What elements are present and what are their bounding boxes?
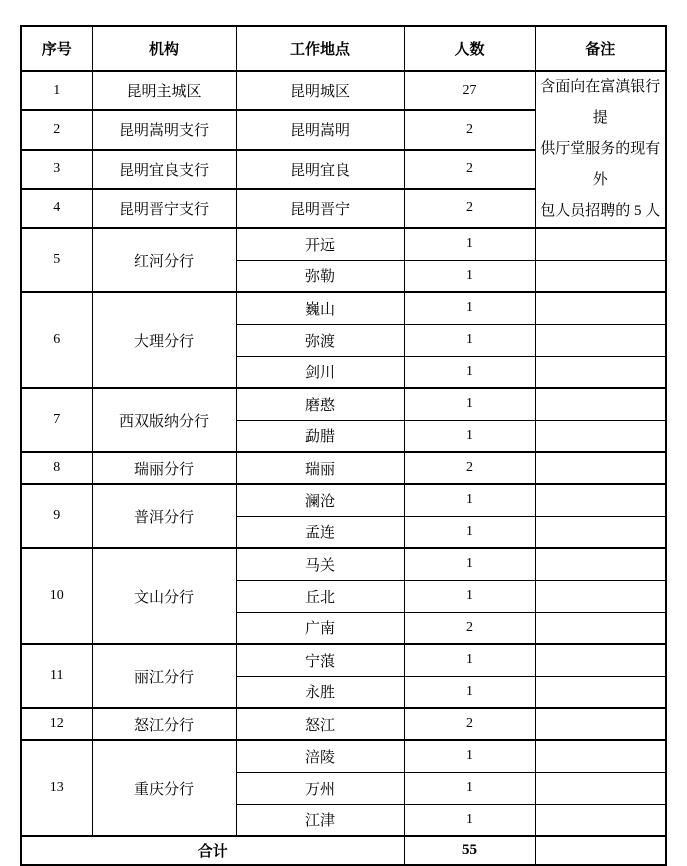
table-row (21, 548, 666, 580)
remark-line: 包人员招聘的 5 人 (540, 203, 661, 219)
row-number-cell: 3 (21, 150, 92, 189)
column-header-4: 备注 (535, 26, 666, 71)
total-row (21, 836, 666, 865)
row-number-cell: 6 (21, 292, 92, 388)
count-cell: 1 (404, 644, 535, 676)
row-number-cell: 8 (21, 452, 92, 484)
location-cell: 马关 (236, 548, 404, 580)
row-number-cell: 13 (21, 740, 92, 836)
table-body (21, 71, 666, 836)
count-cell: 2 (404, 110, 535, 149)
count-cell: 1 (404, 548, 535, 580)
location-cell: 瑞丽 (236, 452, 404, 484)
recruitment-table (20, 25, 667, 866)
location-cell: 昆明嵩明 (236, 110, 404, 149)
count-cell: 1 (404, 772, 535, 804)
total-remark-cell (535, 836, 666, 865)
count-cell: 1 (404, 676, 535, 708)
row-number-cell: 1 (21, 71, 92, 110)
remark-empty-cell (535, 356, 666, 388)
count-cell: 1 (404, 260, 535, 292)
table-row (21, 452, 666, 484)
location-cell: 昆明宜良 (236, 150, 404, 189)
remark-empty-cell (535, 740, 666, 772)
remark-empty-cell (535, 516, 666, 548)
count-cell: 1 (404, 356, 535, 388)
count-cell: 2 (404, 708, 535, 740)
table-row (21, 71, 666, 110)
row-number-cell: 5 (21, 228, 92, 292)
row-number-cell: 11 (21, 644, 92, 708)
location-cell: 万州 (236, 772, 404, 804)
column-header-3: 人数 (404, 26, 535, 71)
org-cell: 怒江分行 (92, 708, 236, 740)
remark-empty-cell (535, 324, 666, 356)
location-cell: 弥渡 (236, 324, 404, 356)
org-cell: 昆明嵩明支行 (92, 110, 236, 149)
column-header-1: 机构 (92, 26, 236, 71)
org-cell: 重庆分行 (92, 740, 236, 836)
location-cell: 涪陵 (236, 740, 404, 772)
org-cell: 红河分行 (92, 228, 236, 292)
row-number-cell: 7 (21, 388, 92, 452)
count-cell: 2 (404, 150, 535, 189)
count-cell: 1 (404, 324, 535, 356)
total-count-cell: 55 (404, 836, 535, 865)
remark-empty-cell (535, 420, 666, 452)
location-cell: 磨憨 (236, 388, 404, 420)
location-cell: 永胜 (236, 676, 404, 708)
org-cell: 昆明主城区 (92, 71, 236, 110)
remark-line: 供厅堂服务的现有外 (540, 141, 661, 188)
count-cell: 1 (404, 740, 535, 772)
row-number-cell: 9 (21, 484, 92, 548)
row-number-cell: 12 (21, 708, 92, 740)
location-cell: 丘北 (236, 580, 404, 612)
remark-empty-cell (535, 388, 666, 420)
count-cell: 2 (404, 189, 535, 228)
location-cell: 广南 (236, 612, 404, 644)
location-cell: 勐腊 (236, 420, 404, 452)
count-cell: 1 (404, 228, 535, 260)
remark-empty-cell (535, 708, 666, 740)
remark-empty-cell (535, 580, 666, 612)
location-cell: 孟连 (236, 516, 404, 548)
location-cell: 昆明城区 (236, 71, 404, 110)
remark-empty-cell (535, 452, 666, 484)
location-cell: 剑川 (236, 356, 404, 388)
org-cell: 大理分行 (92, 292, 236, 388)
count-cell: 1 (404, 516, 535, 548)
remark-empty-cell (535, 644, 666, 676)
org-cell: 丽江分行 (92, 644, 236, 708)
remark-empty-cell (535, 292, 666, 324)
location-cell: 弥勒 (236, 260, 404, 292)
count-cell: 1 (404, 292, 535, 324)
remark-empty-cell (535, 612, 666, 644)
row-number-cell: 2 (21, 110, 92, 149)
table-row (21, 708, 666, 740)
location-cell: 澜沧 (236, 484, 404, 516)
remark-empty-cell (535, 676, 666, 708)
remark-line: 含面向在富滇银行提 (540, 79, 661, 126)
row-number-cell: 10 (21, 548, 92, 644)
count-cell: 1 (404, 580, 535, 612)
remark-empty-cell (535, 548, 666, 580)
remark-empty-cell (535, 228, 666, 260)
org-cell: 昆明宜良支行 (92, 150, 236, 189)
location-cell: 怒江 (236, 708, 404, 740)
total-label: 合计 (21, 836, 404, 865)
remark-empty-cell (535, 260, 666, 292)
location-cell: 巍山 (236, 292, 404, 324)
column-header-2: 工作地点 (236, 26, 404, 71)
table-row (21, 484, 666, 516)
remark-cell (535, 71, 666, 228)
table-row (21, 388, 666, 420)
header-row (21, 26, 666, 71)
column-header-0: 序号 (21, 26, 92, 71)
org-cell: 西双版纳分行 (92, 388, 236, 452)
row-number-cell: 4 (21, 189, 92, 228)
table-row (21, 644, 666, 676)
count-cell: 2 (404, 452, 535, 484)
table-row (21, 228, 666, 260)
remark-empty-cell (535, 772, 666, 804)
org-cell: 瑞丽分行 (92, 452, 236, 484)
count-cell: 1 (404, 420, 535, 452)
count-cell: 27 (404, 71, 535, 110)
table-row (21, 740, 666, 772)
table-row (21, 292, 666, 324)
location-cell: 宁蒗 (236, 644, 404, 676)
org-cell: 普洱分行 (92, 484, 236, 548)
org-cell: 文山分行 (92, 548, 236, 644)
org-cell: 昆明晋宁支行 (92, 189, 236, 228)
count-cell: 1 (404, 484, 535, 516)
remark-empty-cell (535, 484, 666, 516)
remark-empty-cell (535, 804, 666, 836)
count-cell: 1 (404, 388, 535, 420)
location-cell: 昆明晋宁 (236, 189, 404, 228)
location-cell: 江津 (236, 804, 404, 836)
location-cell: 开远 (236, 228, 404, 260)
count-cell: 2 (404, 612, 535, 644)
count-cell: 1 (404, 804, 535, 836)
